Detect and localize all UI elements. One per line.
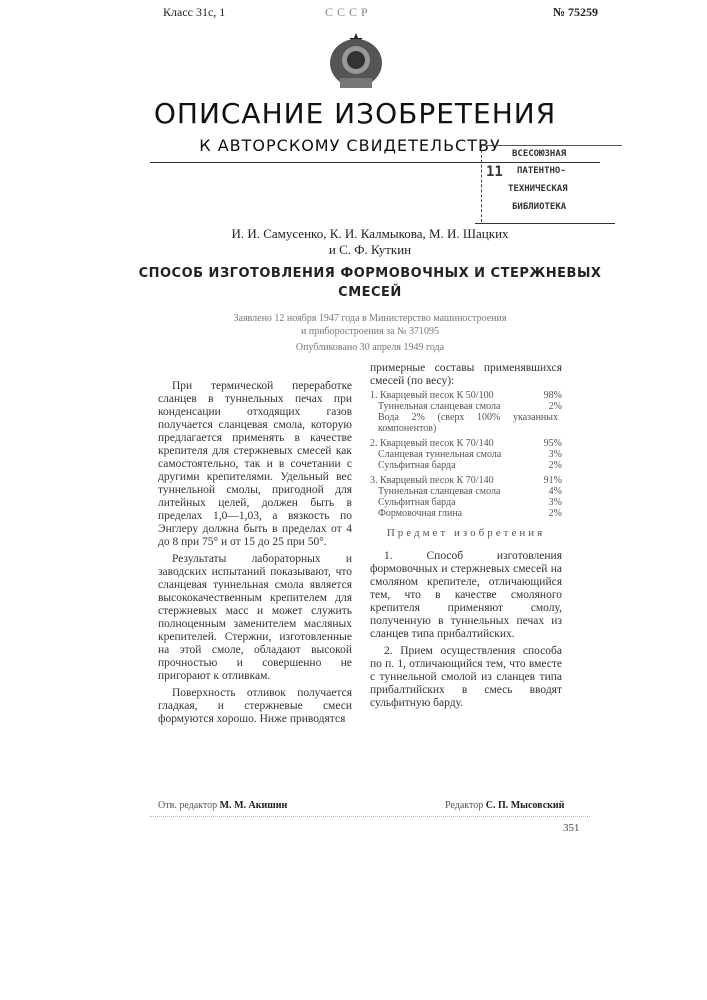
filing-info: и приборостроения за № 371095	[120, 326, 620, 337]
recipe-item	[370, 438, 562, 449]
document-subtitle: К АВТОРСКОМУ СВИДЕТЕЛЬСТВУ	[130, 136, 570, 155]
authors-line: И. И. Самусенко, К. И. Калмыкова, М. И. Шацких	[130, 226, 610, 242]
ingredient-name: Туннельная сланцевая смола	[378, 486, 500, 497]
footer-rule	[150, 816, 590, 817]
editor-name: М. М. Акишин	[220, 800, 288, 811]
ingredient-percent: 2%	[549, 401, 562, 412]
stamp-line: ТЕХНИЧЕСКАЯ	[508, 184, 568, 194]
document-title: ОПИСАНИЕ ИЗОБРЕТЕНИЯ	[100, 97, 610, 130]
editor-label: Отв. редактор	[158, 800, 217, 811]
body-paragraph: Поверхность отливок получается гладкая, и стержневые смеси формуются хорошо. Ниже приводятся	[158, 687, 352, 726]
stamp-underline	[475, 223, 615, 224]
claims-heading: Предмет изобретения	[370, 527, 562, 540]
recipe	[370, 475, 562, 519]
recipe-item	[370, 401, 562, 412]
ingredient-percent: 91%	[544, 475, 562, 486]
recipes-list	[370, 390, 562, 519]
ingredient-name: Туннельная сланцевая смола	[378, 401, 500, 412]
claim: 2. Прием осуществления способа по п. 1, отличающийся тем, что вместе с туннельной смолой из сланцев типа прибалтийских в смесь вводят сульфитную барду.	[370, 645, 562, 710]
ingredient-name: 1. Кварцевый песок К 50/100	[370, 390, 494, 401]
editor-in-charge	[158, 800, 287, 811]
editor-label: Редактор	[445, 800, 483, 811]
ingredient-name: Вода 2% (сверх 100% указанных компонентов)	[378, 412, 558, 434]
recipe-item	[370, 449, 562, 460]
ingredient-percent: 3%	[549, 449, 562, 460]
authors-line: и С. Ф. Куткин	[130, 242, 610, 258]
class-label: Класс 31с, 1	[163, 5, 225, 20]
patent-number: № 75259	[553, 5, 598, 20]
editor	[445, 800, 564, 811]
recipe-item	[370, 475, 562, 486]
stamp-line: ВСЕСОЮЗНАЯ	[512, 149, 566, 159]
country-label: СССР	[325, 5, 372, 20]
recipe-item	[370, 497, 562, 508]
ingredient-percent: 2%	[549, 508, 562, 519]
ussr-emblem-icon	[326, 30, 386, 92]
filing-info: Заявлено 12 ноября 1947 года в Министерство машиностроения	[120, 313, 620, 324]
ingredient-percent: 98%	[544, 390, 562, 401]
ingredient-name: Сульфитная барда	[378, 497, 456, 508]
ingredient-name: Сульфитная барда	[378, 460, 456, 471]
recipe-item	[370, 486, 562, 497]
page-number: 351	[563, 822, 580, 834]
ingredient-percent: 3%	[549, 497, 562, 508]
recipe-item	[370, 412, 562, 434]
right-column	[370, 362, 562, 714]
recipe	[370, 390, 562, 434]
editor-name: С. П. Мысовский	[486, 800, 565, 811]
library-stamp	[481, 145, 622, 222]
stamp-line: БИБЛИОТЕКА	[512, 202, 566, 212]
ingredient-percent: 2%	[549, 460, 562, 471]
claim: 1. Способ изготовления формовочных и стержневых смесей на смоляном крепителе, отличающийся тем, что в качестве смоляного крепителя применяют смолу, полученную в туннельных печах из сланцев типа прибалтийских.	[370, 550, 562, 641]
recipe-item	[370, 460, 562, 471]
body-paragraph: Результаты лабораторных и заводских испытаний показывают, что сланцевая туннельная смола является высококачественным крепителем для стержневых масс и может служить полноценным заменителем масляных крепителей. Стержни, изготовленные на этой смоле, обладают высокой прочностью и совершенно не пригорают к отливкам.	[158, 553, 352, 683]
recipe-item	[370, 508, 562, 519]
patent-page	[0, 0, 707, 1000]
stamp-mark: 11	[486, 164, 503, 180]
invention-title: СПОСОБ ИЗГОТОВЛЕНИЯ ФОРМОВОЧНЫХ И СТЕРЖНЕВЫХ	[100, 266, 640, 281]
ingredient-percent: 95%	[544, 438, 562, 449]
body-paragraph: При термической переработке сланцев в туннельных печах при конденсации отходящих газов получается сланцевая смола, которую предлагается применять в качестве крепителя для стержневых смесей как самостоятельно, так и в сочетании с другими крепителями. Удельный вес туннельной смолы, пригодной для литейных целей, должен быть в пределах 1,0—1,03, а вязкость по Энглеру должна быть в пределах от 4 до 8 при 75° и от 15 до 25 при 50°.	[158, 380, 352, 549]
invention-title: СМЕСЕЙ	[100, 285, 640, 300]
publication-date: Опубликовано 30 апреля 1949 года	[120, 342, 620, 353]
ingredient-name: Сланцевая туннельная смола	[378, 449, 501, 460]
left-column	[158, 380, 352, 730]
ingredient-percent: 4%	[549, 486, 562, 497]
recipes-intro: примерные составы применявшихся смесей (по весу):	[370, 362, 562, 388]
stamp-line: ПАТЕНТНО-	[517, 166, 566, 176]
recipe	[370, 438, 562, 471]
recipe-item	[370, 390, 562, 401]
ingredient-name: 2. Кварцевый песок К 70/140	[370, 438, 494, 449]
ingredient-name: Формовочная глина	[378, 508, 462, 519]
ingredient-name: 3. Кварцевый песок К 70/140	[370, 475, 494, 486]
